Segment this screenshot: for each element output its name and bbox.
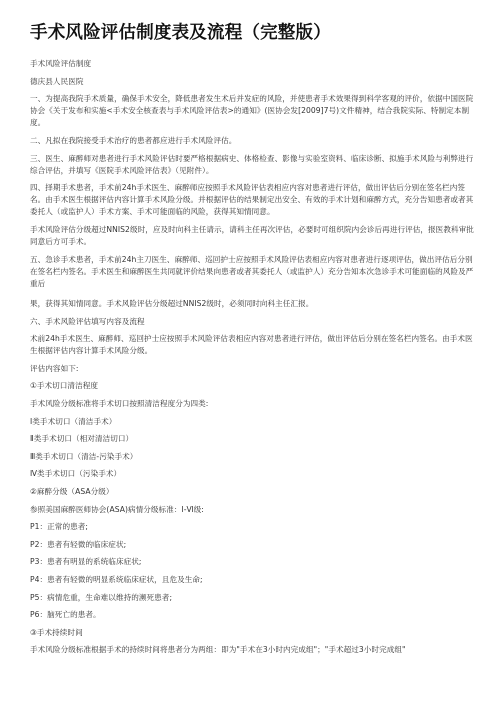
- paragraph-section-6-body: 术前24h手术医生、麻醉师、巡回护士应按照手术风险评估表相应内容对患者进行评估，做出评估后分别在签名栏内签名。由手术医生根据评估内容计算手术风险分级。: [30, 334, 473, 356]
- list-item-asa-p5: P5：病情危重，生命难以维持的濒死患者;: [30, 592, 173, 602]
- list-item-incision-1: Ⅰ类手术切口（清洁手术）: [30, 416, 117, 426]
- paragraph-section-5-cont: 果，获得其知情同意。手术风险评估分级超过NNIS2级时，必须同时向科主任汇报。: [30, 299, 314, 308]
- list-item-asa-p2: P2：患者有轻微的临床症状;: [30, 539, 127, 549]
- list-item-incision-4: Ⅳ类手术切口（污染手术）: [30, 469, 122, 479]
- paragraph-section-3: 三、医生、麻醉师对患者进行手术风险评估时要严格根据病史、体格检查、影像与实验室资料、临床诊断、拟施手术风险与利弊进行综合评估，并填写《医院手术风险评估表》（见附件）。: [30, 153, 474, 175]
- paragraph-item-2-desc: 参照美国麻醉医师协会(ASA)病情分级标准：Ⅰ-Ⅵ级:: [30, 504, 204, 514]
- paragraph-section-4: 四、择期手术患者，手术前24h手术医生、麻醉师应按照手术风险评估表相应内容对患者进行评估，做出评估后分别在签名栏内签名。由手术医生根据评估内容计算手术风险分级。并根据评估的结果制定出安全、有效的手术计划和麻醉方式，充分告知患者或者其委托人（或监护人）手术方案、手术可能面临的风险，获得其知情同意。: [30, 183, 474, 217]
- paragraph-item-1: ①手术切口清洁程度: [30, 381, 99, 391]
- list-item-asa-p4: P4：患者有轻微的明显系统临床症状，且危及生命;: [30, 575, 203, 584]
- list-item-asa-p1: P1：正常的患者;: [30, 522, 88, 532]
- paragraph-eval-intro: 评估内容如下:: [30, 363, 79, 373]
- paragraph-section-5: 五、急诊手术患者，手术前24h主刀医生、麻醉师、巡回护士应按照手术风险评估表相应内容对患者进行逐项评估，做出评估后分别在签名栏内签名。手术医生和麻醉医生共同就评价结果向患者或者其委托人（或监护人）充分告知本次急诊手术可能面临的风险及严重后: [30, 254, 474, 288]
- paragraph-section-6: 六、手术风险评估填写内容及流程: [30, 316, 145, 326]
- paragraph-hospital: 德庆县人民医院: [30, 76, 84, 86]
- paragraph-item-1-desc: 手术风险分级标准将手术切口按照清洁程度分为四类:: [30, 399, 209, 409]
- paragraph-item-3: ③手术持续时间: [30, 627, 83, 637]
- list-item-incision-3: Ⅲ类手术切口（清洁-污染手术）: [30, 451, 138, 461]
- list-item-asa-p3: P3：患者有明显的系统临床症状;: [30, 557, 142, 567]
- paragraph-item-2: ②麻醉分级（ASA分级）: [30, 487, 114, 497]
- paragraph-section-1: 一、为提高我院手术质量，确保手术安全，降低患者发生术后并发症的风险，并使患者手术效果得到科学客观的评价，依据中国医院协会《关于发布和实施<手术安全核查表与手术风险评估表>的通知》(医协会发[2009]7号)文件精神，结合我院实际、特制定本制度。: [30, 94, 474, 128]
- document-body: [30, 58, 474, 656]
- paragraph-heading: 手术风险评估制度: [30, 59, 92, 68]
- list-item-incision-2: Ⅱ类手术切口（相对清洁切口）: [30, 434, 134, 444]
- paragraph-section-2: 二、凡拟在我院接受手术治疗的患者都应进行手术风险评估。: [30, 135, 237, 145]
- document-title: 手术风险评估制度表及流程（完整版）: [30, 23, 331, 43]
- paragraph-item-3-desc: 手术风险分级标准根据手术的持续时间将患者分为两组：即为"手术在3小时内完成组"；"手术超过3小时完成组": [30, 645, 406, 655]
- list-item-asa-p6: P6：脑死亡的患者。: [30, 610, 101, 620]
- paragraph-section-4-note: 手术风险评估分级超过NNIS2级时，应及时向科主任请示，请科主任再次评估，必要时可组织院内会诊后再进行评估，报医教科审批同意后方可手术。: [30, 225, 474, 247]
